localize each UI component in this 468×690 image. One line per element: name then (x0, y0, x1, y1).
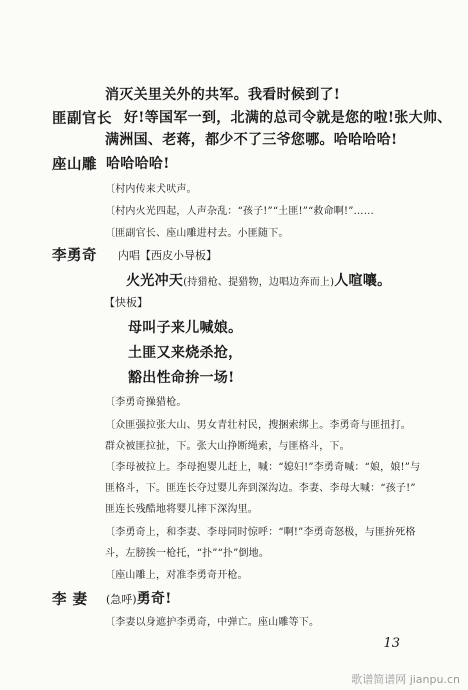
speaker-name: 座山雕 (52, 156, 97, 173)
stage-direction: 〔李妻以身遮护李勇奇，中弹亡。座山雕等下。 (105, 617, 320, 628)
stage-direction: 〔村内传来犬吠声。 (105, 184, 197, 195)
speaker-name: 匪副官长 (52, 110, 112, 127)
stage-direction: 〔众匪强拉张大山、男女青壮村民，搜捆索绑上。李勇奇与匪扭打。 (105, 420, 411, 431)
stage-direction: 〔李勇奇上，和李妻、李母同时惊呼：“啊!”李勇奇怒极，与匪拚死格 (105, 527, 416, 538)
stage-direction: 〔村内火光四起，人声杂乱：“孩子!”“土匪!”“救命啊!”…… (105, 206, 374, 217)
page-number: 13 (383, 636, 400, 651)
dialogue-line: 满洲国、老蒋，都少不了三爷您哪。哈哈哈哈! (105, 132, 398, 148)
song-lyric: 豁出性命拚一场! (128, 370, 235, 386)
song-lyric: 母叫子来儿喊娘。 (128, 320, 243, 336)
song-intro: 内唱【西皮小导板】 (118, 249, 217, 262)
song-lyric: 土匪又来烧杀抢， (128, 345, 243, 361)
stage-direction: 匪连长残酷地将婴儿摔下深沟里。 (105, 504, 258, 515)
song-lyric: 人喧嚷。 (334, 273, 392, 289)
song-mode: 【快板】 (104, 296, 148, 309)
stage-direction: 匪格斗，下。匪连长夺过婴儿奔到深沟边。李妻、李母大喊：“孩子!” (105, 483, 416, 494)
stage-direction: 〔李勇奇操猎枪。 (105, 397, 187, 408)
dialogue-line: 好!等国军一到，北满的总司令就是您的啦!张大帅、 (124, 110, 452, 126)
stage-direction: 群众被匪拉扯，下。张大山挣断绳索，与匪格斗，下。 (105, 441, 350, 452)
song-paren: (持猎枪、提猎物，边唱边奔而上) (183, 277, 335, 288)
song-lyric: 火光冲天 (126, 273, 184, 289)
stage-direction: 〔座山雕上，对准李勇奇开枪。 (105, 570, 248, 581)
song-line (126, 270, 391, 290)
speaker-name: 李勇奇 (52, 247, 97, 264)
watermark: 歌谱简谱网 jianpu.cn (351, 673, 460, 686)
dialogue-line: 消灭关里关外的共军。我看时候到了! (105, 87, 341, 103)
dialogue-line (106, 588, 172, 608)
stage-note: (急呼) (106, 593, 137, 606)
dialogue-text: 勇奇! (136, 591, 172, 607)
speaker-name: 李 妻 (52, 591, 88, 608)
stage-direction: 〔匪副官长、座山雕进村去。小匪随下。 (105, 228, 289, 239)
stage-direction: 斗，左膀挨一枪托，“扑”“扑”倒地。 (105, 548, 270, 559)
dialogue-line: 哈哈哈哈! (106, 156, 170, 172)
stage-direction: 〔李母被拉上。李母抱婴儿赶上，喊：“媳妇!”李勇奇喊：“娘，娘!”与 (105, 462, 421, 473)
